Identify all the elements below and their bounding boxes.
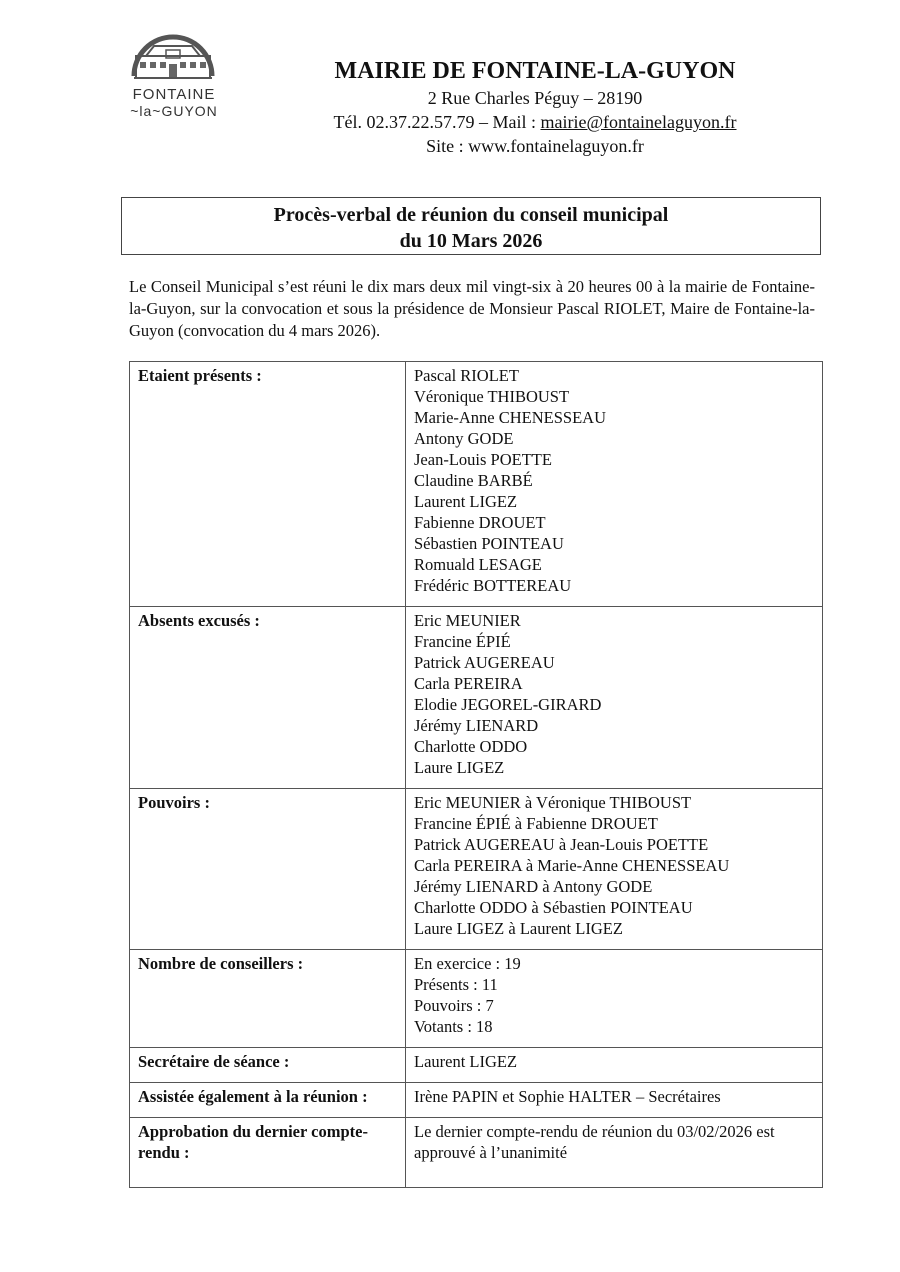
- logo-text-la-guyon: ~la~GUYON: [130, 103, 218, 119]
- mairie-contact: [290, 110, 780, 134]
- list-item: Eric MEUNIER à Véronique THIBOUST: [414, 793, 692, 812]
- table-row: [130, 1083, 823, 1118]
- nombre-label: Nombre de conseillers :: [130, 950, 406, 1048]
- presents-label: Etaient présents :: [130, 362, 406, 607]
- list-item: Francine ÉPIÉ à Fabienne DROUET: [414, 814, 658, 833]
- list-item: Jean-Louis POETTE: [414, 450, 552, 469]
- secretaire-value: Laurent LIGEZ: [406, 1048, 823, 1083]
- absents-label: Absents excusés :: [130, 607, 406, 789]
- table-row: [130, 789, 823, 950]
- list-item: Carla PEREIRA à Marie-Anne CHENESSEAU: [414, 856, 730, 875]
- town-hall-logo-icon: [130, 22, 216, 84]
- table-row: [130, 1048, 823, 1083]
- table-row: [130, 607, 823, 789]
- pouvoirs-label: Pouvoirs :: [130, 789, 406, 950]
- table-row: [130, 950, 823, 1048]
- mairie-logo: [118, 22, 230, 122]
- document-title: Procès-verbal de réunion du conseil municipal: [273, 204, 669, 226]
- list-item: Véronique THIBOUST: [414, 387, 570, 406]
- table-row: [130, 362, 823, 607]
- list-item: Pascal RIOLET: [414, 366, 519, 385]
- mairie-address: 2 Rue Charles Péguy – 28190: [427, 88, 643, 108]
- table-row: [130, 1118, 823, 1188]
- document-title-box: [121, 197, 821, 255]
- list-item: Présents : 11: [414, 975, 498, 994]
- list-item: Pouvoirs : 7: [414, 996, 494, 1015]
- assistee-value: Irène PAPIN et Sophie HALTER – Secrétaires: [406, 1083, 823, 1118]
- secretaire-label: Secrétaire de séance :: [130, 1048, 406, 1083]
- list-item: Jérémy LIENARD à Antony GODE: [414, 877, 653, 896]
- list-item: Patrick AUGEREAU à Jean-Louis POETTE: [414, 835, 709, 854]
- nombre-values: [406, 950, 823, 1048]
- list-item: Laurent LIGEZ: [414, 492, 518, 511]
- list-item: Claudine BARBÉ: [414, 471, 533, 490]
- document-date: du 10 Mars 2026: [399, 230, 543, 252]
- absents-values: [406, 607, 823, 789]
- letterhead: [290, 56, 780, 158]
- logo-text-fontaine: FONTAINE: [132, 86, 216, 103]
- list-item: En exercice : 19: [414, 954, 521, 973]
- mairie-website: Site : www.fontainelaguyon.fr: [426, 136, 644, 156]
- list-item: Votants : 18: [414, 1017, 493, 1036]
- list-item: Jérémy LIENARD: [414, 716, 539, 735]
- list-item: Laure LIGEZ: [414, 758, 505, 777]
- assistee-label: Assistée également à la réunion :: [130, 1083, 406, 1118]
- list-item: Laure LIGEZ à Laurent LIGEZ: [414, 919, 623, 938]
- approbation-label: Approbation du dernier compte-rendu :: [130, 1118, 406, 1188]
- list-item: Charlotte ODDO: [414, 737, 528, 756]
- list-item: Antony GODE: [414, 429, 514, 448]
- list-item: Carla PEREIRA: [414, 674, 523, 693]
- list-item: Fabienne DROUET: [414, 513, 546, 532]
- mairie-title: MAIRIE DE FONTAINE-LA-GUYON: [334, 58, 736, 84]
- list-item: Eric MEUNIER: [414, 611, 521, 630]
- approbation-value: Le dernier compte-rendu de réunion du 03/02/2026 est approuvé à l’unanimité: [406, 1118, 823, 1188]
- list-item: Patrick AUGEREAU: [414, 653, 555, 672]
- list-item: Elodie JEGOREL-GIRARD: [414, 695, 602, 714]
- list-item: Charlotte ODDO à Sébastien POINTEAU: [414, 898, 693, 917]
- attendance-table: [129, 361, 823, 1188]
- pouvoirs-values: [406, 789, 823, 950]
- list-item: Sébastien POINTEAU: [414, 534, 564, 553]
- presents-values: [406, 362, 823, 607]
- list-item: Romuald LESAGE: [414, 555, 542, 574]
- mairie-phone: Tél. 02.37.22.57.79 – Mail :: [333, 112, 541, 132]
- list-item: Frédéric BOTTEREAU: [414, 576, 572, 595]
- list-item: Marie-Anne CHENESSEAU: [414, 408, 607, 427]
- mairie-email-link[interactable]: mairie@fontainelaguyon.fr: [540, 112, 737, 132]
- list-item: Francine ÉPIÉ: [414, 632, 511, 651]
- intro-paragraph: Le Conseil Municipal s’est réuni le dix mars deux mil vingt-six à 20 heures 00 à la mairie de Fontaine-la-Guyon, sur la convocation et sous la présidence de Monsieur Pascal RIOLET, Maire de Fontaine-la-Guyon (convocation du 4 mars 2026).: [129, 277, 815, 340]
